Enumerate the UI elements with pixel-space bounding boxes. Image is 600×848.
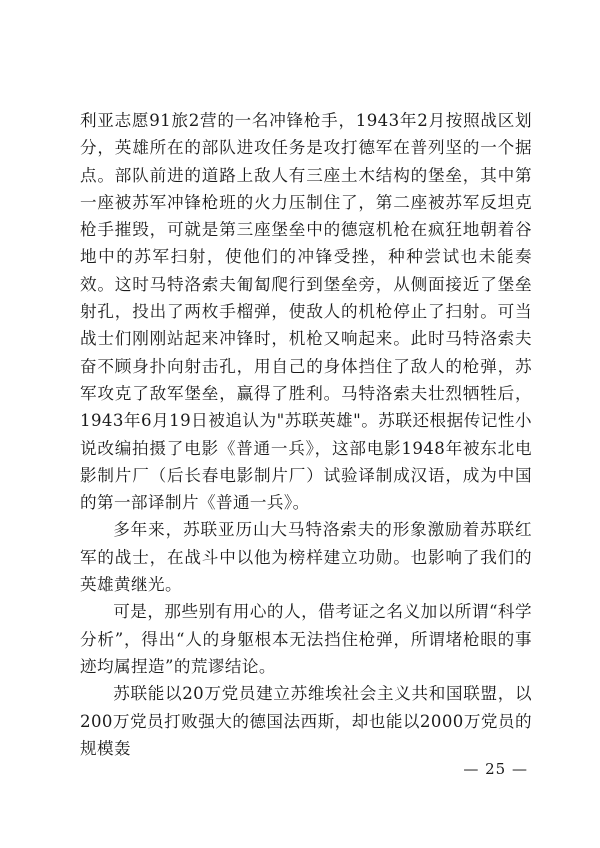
paragraph-3: 可是，那些别有用心的人，借考证之名义加以所谓“科学分析”，得出“人的身躯根本无法挡住枪弹，所谓堵枪眼的事迹均属捏造”的荒谬结论。 [80, 602, 532, 676]
paragraph-4: 苏联能以20万党员建立苏维埃社会主义共和国联盟，以200万党员打败强大的德国法西斯，却也能以2000万党员的规模轰 [80, 684, 532, 758]
paragraph-2: 多年来，苏联亚历山大马特洛索夫的形象激励着苏联红军的战士，在战斗中以他为榜样建立功勋。也影响了我们的英雄黄继光。 [80, 520, 532, 595]
body-text [80, 107, 532, 762]
page-number: — 25 — [463, 760, 528, 778]
paragraph-1: 利亚志愿91旅2营的一名冲锋枪手，1943年2月按照战区划分，英雄所在的部队进攻任务是攻打德军在普列坚的一个据点。部队前进的道路上敌人有三座土木结构的堡垒，其中第一座被苏军冲锋枪班的火力压制住了，第二座被苏军反坦克枪手摧毁，可就是第三座堡垒中的德寇机枪在疯狂地朝着谷地中的苏军扫射，使他们的冲锋受挫，种种尝试也未能奏效。这时马特洛索夫匍匐爬行到堡垒旁，从侧面接近了堡垒射孔，投出了两枚手榴弹，使敌人的机枪停止了扫射。可当战士们刚刚站起来冲锋时，机枪又响起来。此时马特洛索夫奋不顾身扑向射击孔，用自己的身体挡住了敌人的枪弹，苏军攻克了敌军堡垒，赢得了胜利。马特洛索夫壮烈牺牲后，1943年6月19日被追认为"苏联英雄"。苏联还根据传记性小说改编拍摄了电影《普通一兵》，这部电影1948年被东北电影制片厂（后长春电影制片厂）试验译制成汉语，成为中国的第一部译制片《普通一兵》。 [80, 111, 532, 513]
